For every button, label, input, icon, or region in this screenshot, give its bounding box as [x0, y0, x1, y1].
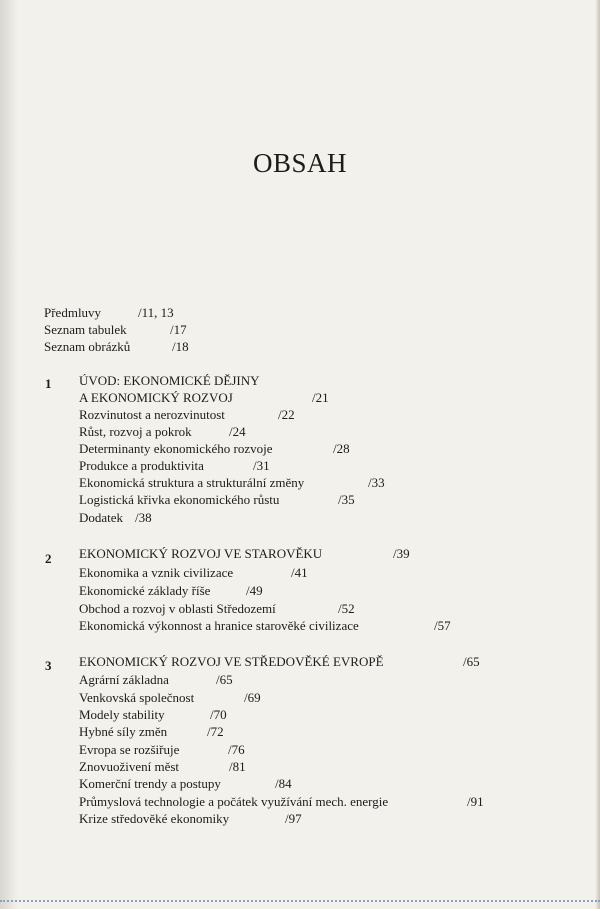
- toc-entry-page: /72: [207, 724, 224, 739]
- spine-shadow: [0, 0, 18, 909]
- toc-entry-text: Produkce a produktivita: [79, 458, 204, 473]
- toc-entry: [44, 321, 187, 338]
- chapter-title-line: A EKONOMICKÝ ROZVOJ: [79, 390, 233, 405]
- toc-entry-page: /33: [368, 475, 385, 490]
- toc-entry: [79, 689, 261, 706]
- toc-entry-text: Znovuoživení měst: [79, 759, 180, 774]
- toc-entry: [79, 775, 292, 792]
- toc-entry-text: Modely stability: [79, 707, 165, 722]
- toc-entry-page: /70: [210, 707, 227, 722]
- toc-entry: [79, 810, 302, 827]
- toc-entry-text: Seznam tabulek: [44, 322, 127, 337]
- toc-entry: [79, 423, 246, 440]
- chapter-page: /65: [463, 654, 480, 669]
- toc-entry-text: Růst, rozvoj a pokrok: [79, 424, 192, 439]
- toc-entry-page: /57: [434, 618, 451, 633]
- toc-entry-text: Obchod a rozvoj v oblasti Středozemí: [79, 601, 276, 616]
- toc-entry-text: Dodatek: [79, 510, 124, 525]
- chapter-title: [79, 372, 260, 389]
- toc-entry-page: /49: [246, 583, 263, 598]
- toc-entry-page: /69: [244, 690, 261, 705]
- chapter-title-line: EKONOMICKÝ ROZVOJ VE STŘEDOVĚKÉ EVROPĚ: [79, 654, 384, 669]
- toc-entry-page: /38: [135, 510, 152, 525]
- toc-entry-text: Agrární základna: [79, 672, 169, 687]
- toc-entry-page: /81: [229, 759, 246, 774]
- toc-entry-page: /11, 13: [138, 305, 174, 320]
- toc-entry-text: Evropa se rozšiřuje: [79, 742, 180, 757]
- toc-entry-text: Průmyslová technologie a počátek využívání mech. energie: [79, 794, 389, 809]
- toc-entry: [79, 509, 152, 526]
- toc-entry-page: /24: [229, 424, 246, 439]
- toc-entry: [79, 793, 484, 810]
- toc-entry-page: /91: [467, 794, 484, 809]
- page-title: OBSAH: [252, 148, 348, 178]
- toc-entry-text: Logistická křivka ekonomického růstu: [79, 492, 280, 507]
- toc-entry-text: Rozvinutost a nerozvinutost: [79, 407, 225, 422]
- toc-entry-page: /17: [170, 322, 187, 337]
- toc-entry-text: Venkovská společnost: [79, 690, 195, 705]
- toc-entry-page: /31: [253, 458, 270, 473]
- chapter-number: 3: [45, 658, 52, 673]
- toc-entry-page: /84: [275, 776, 292, 791]
- toc-entry-page: /28: [333, 441, 350, 456]
- chapter-title: [79, 389, 329, 406]
- chapter-title-line: EKONOMICKÝ ROZVOJ VE STAROVĚKU: [79, 546, 323, 561]
- toc-entry-text: Předmluvy: [44, 305, 102, 320]
- chapter-title: [79, 545, 410, 562]
- toc-entry-page: /18: [172, 339, 189, 354]
- scan-border: [0, 900, 600, 902]
- toc-entry: [79, 582, 263, 599]
- toc-entry-text: Ekonomika a vznik civilizace: [79, 565, 234, 580]
- toc-entry: [79, 758, 246, 775]
- toc-entry: [79, 600, 355, 617]
- toc-entry-text: Krize středověké ekonomiky: [79, 811, 230, 826]
- toc-entry: [44, 338, 189, 355]
- chapter-title-line: ÚVOD: EKONOMICKÉ DĚJINY: [79, 373, 260, 388]
- toc-entry-page: /97: [285, 811, 302, 826]
- toc-entry-page: /52: [338, 601, 355, 616]
- toc-entry: [79, 564, 308, 581]
- toc-entry-text: Hybné síly změn: [79, 724, 168, 739]
- toc-entry: [79, 723, 224, 740]
- chapter-number: 2: [45, 551, 52, 566]
- toc-entry-page: /41: [291, 565, 308, 580]
- toc-entry: [79, 491, 355, 508]
- toc-entry: [79, 706, 227, 723]
- toc-entry: [79, 440, 350, 457]
- toc-entry: [79, 671, 233, 688]
- toc-entry-page: /65: [216, 672, 233, 687]
- toc-entry: [44, 304, 174, 321]
- toc-entry: [79, 457, 270, 474]
- chapter-page: /39: [393, 546, 410, 561]
- toc-entry-page: /35: [338, 492, 355, 507]
- toc-entry-text: Ekonomická struktura a strukturální změny: [79, 475, 305, 490]
- chapter-number: 1: [45, 376, 52, 391]
- toc-entry-text: Ekonomické základy říše: [79, 583, 211, 598]
- toc-entry: [79, 617, 451, 634]
- toc-entry-text: Komerční trendy a postupy: [79, 776, 221, 791]
- chapter-page: /21: [312, 390, 329, 405]
- toc-entry-text: Seznam obrázků: [44, 339, 131, 354]
- toc-entry-text: Ekonomická výkonnost a hranice starověké civilizace: [79, 618, 359, 633]
- chapter-title: [79, 653, 480, 670]
- toc-entry-page: /22: [278, 407, 295, 422]
- toc-entry-page: /76: [228, 742, 245, 757]
- toc-entry-text: Determinanty ekonomického rozvoje: [79, 441, 273, 456]
- toc-entry: [79, 474, 385, 491]
- toc-entry: [79, 741, 245, 758]
- page-edge: [595, 0, 600, 909]
- toc-entry: [79, 406, 295, 423]
